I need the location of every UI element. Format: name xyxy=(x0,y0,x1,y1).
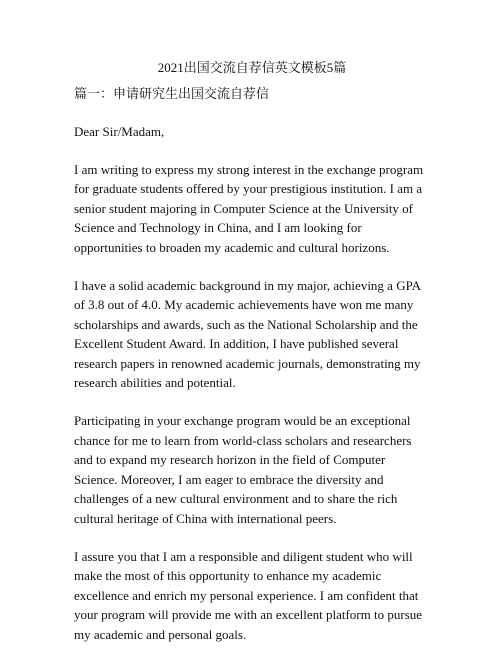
paragraph-motivation: Participating in your exchange program would be an exceptional chance for me to learn from world-class scholars and researchers and to expand my research horizon in the field of Computer Science. Moreover, I am eager to embrace the diversity and challenges of a new cultural environment and to share the rich cultural heritage of China with international peers. xyxy=(74,413,412,526)
paragraph-closing: I assure you that I am a responsible and diligent student who will make the most of this opportunity to enhance my academic excellence and enrich my personal experience. I am confident that your program will provide me with an excellent platform to pursue my academic and personal goals. xyxy=(74,548,423,642)
section-heading: 篇一：申请研究生出国交流自荐信 xyxy=(74,86,270,101)
paragraph-intro: I am writing to express my strong interest in the exchange program for graduate students offered by your prestigious institution. I am a senior student majoring in Computer Science at the University of Science and Technology in China, and I am looking for opportunities to broaden my academic and cultural horizons. xyxy=(74,162,424,255)
document-title: 2021出国交流自荐信英文模板5篇 xyxy=(157,60,347,75)
paragraph-academic-background: I have a solid academic background in my major, achieving a GPA of 3.8 out of 4.0. My academic achievements have won me many scholarships and awards, such as the National Scholarship and the Excellent Student Award. In addition, I have published several research papers in renowned academic journals, demonstrating my research abilities and potential. xyxy=(74,278,421,391)
document-page xyxy=(74,58,430,663)
salutation: Dear Sir/Madam, xyxy=(74,124,165,139)
